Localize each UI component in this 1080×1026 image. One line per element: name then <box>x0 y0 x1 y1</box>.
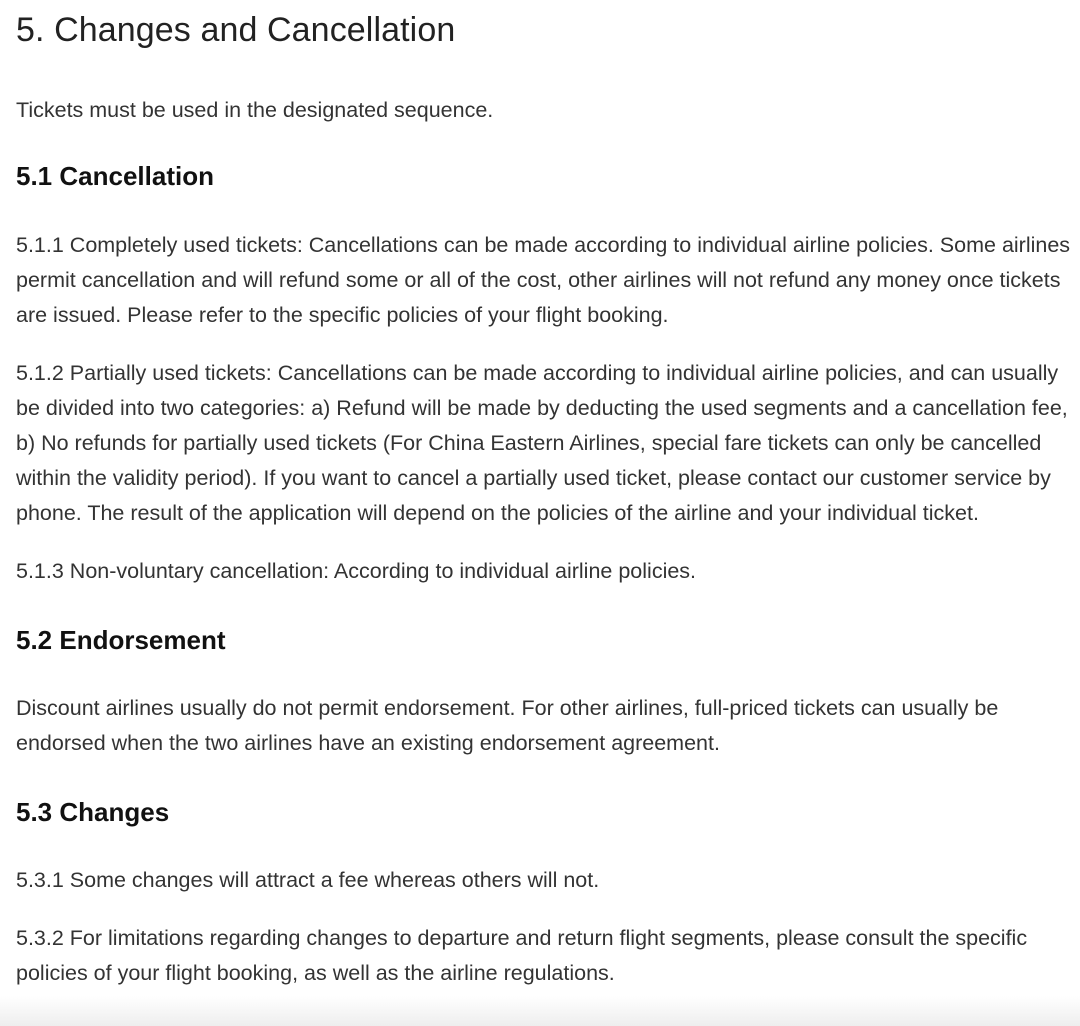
section-changes <box>16 796 1076 991</box>
intro-paragraph: Tickets must be used in the designated sequence. <box>16 98 494 122</box>
paragraph-5-2: Discount airlines usually do not permit endorsement. For other airlines, full-priced tickets can usually be endorsed when the two airlines have an existing endorsement agreement. <box>16 696 999 755</box>
section-heading-cancellation: 5.1 Cancellation <box>16 161 214 191</box>
bottom-fade-overlay <box>0 996 1080 1026</box>
document-page <box>16 0 1076 991</box>
paragraph-5-3-1: 5.3.1 Some changes will attract a fee whereas others will not. <box>16 868 600 892</box>
paragraph-5-1-2: 5.1.2 Partially used tickets: Cancellations can be made according to individual airline policies, and can usually be divided into two categories: a) Refund will be made by deducting the used segments and a cancellation fee, b) No refunds for partially used tickets (For China Eastern Airlines, special fare tickets can only be cancelled within the validity period). If you want to cancel a partially used ticket, please contact our customer service by phone. The result of the application will depend on the policies of the airline and your individual ticket. <box>16 361 1068 525</box>
paragraph-5-1-1: 5.1.1 Completely used tickets: Cancellations can be made according to individual airline policies. Some airlines permit cancellation and will refund some or all of the cost, other airlines will not refund any money once tickets are issued. Please refer to the specific policies of your flight booking. <box>16 233 1071 327</box>
section-heading-changes: 5.3 Changes <box>16 797 170 827</box>
section-cancellation <box>16 160 1076 589</box>
section-endorsement <box>16 624 1076 761</box>
section-heading-endorsement: 5.2 Endorsement <box>16 625 226 655</box>
paragraph-5-1-3: 5.1.3 Non-voluntary cancellation: According to individual airline policies. <box>16 559 697 583</box>
paragraph-5-3-2: 5.3.2 For limitations regarding changes to departure and return flight segments, please consult the specific policies of your flight booking, as well as the airline regulations. <box>16 926 1028 985</box>
page-title: 5. Changes and Cancellation <box>16 11 456 49</box>
